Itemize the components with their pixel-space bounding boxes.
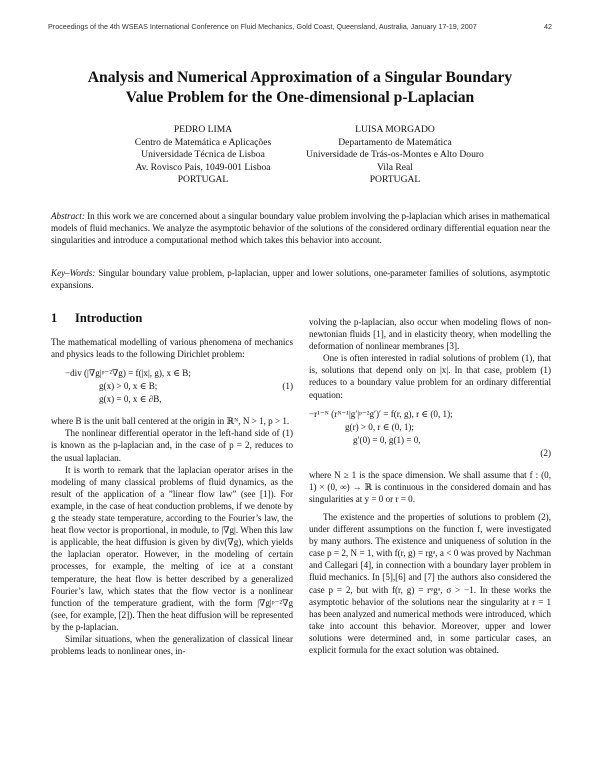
paragraph: The nonlinear differential operator in the left-hand side of (1) is known as the p-laplacian and, in the case of p = 2, reduces to the usual laplacian. xyxy=(51,428,293,463)
author-univ: Universidade de Trás-os-Montes e Alto Douro xyxy=(306,149,484,161)
left-column xyxy=(51,312,293,657)
title-line-2: Value Problem for the One-dimensional p-Laplacian xyxy=(125,89,475,106)
running-title: Proceedings of the 4th WSEAS International Conference on Fluid Mechanics, Gold Coast, Queensland, Australia, January 17-19, 2007 xyxy=(48,22,477,31)
right-column xyxy=(309,316,551,656)
author-address: Av. Rovisco Pais, 1049-001 Lisboa xyxy=(135,161,271,173)
author-block-1 xyxy=(108,124,298,187)
equation-1 xyxy=(51,367,293,406)
abstract xyxy=(51,210,550,246)
equation-number: (2) xyxy=(540,447,551,458)
keywords xyxy=(51,267,550,291)
paragraph: where B is the unit ball centered at the origin in ℝᴺ, N > 1, p > 1. xyxy=(51,416,290,427)
equation-row: g(r) > 0, r ∈ (0, 1); xyxy=(345,421,414,432)
author-univ: Universidade Técnica de Lisboa xyxy=(141,149,265,161)
equation-row: g′(0) = 0, g(1) = 0, xyxy=(353,434,421,445)
section-number: 1 xyxy=(51,311,58,325)
title-line-1: Analysis and Numerical Approximation of a Singular Boundary xyxy=(87,69,513,86)
equation-row: −div (|∇g|ᵖ⁻²∇g) = f(|x|, g), x ∈ B; xyxy=(65,368,191,379)
keywords-text: Singular boundary value problem, p-laplacian, upper and lower solutions, one-parameter families of solutions, asymptotic expansions. xyxy=(51,268,550,290)
equation-2 xyxy=(309,408,551,460)
author-name: PEDRO LIMA xyxy=(173,124,233,135)
author-country: PORTUGAL xyxy=(177,174,229,186)
section-heading xyxy=(51,312,293,324)
paragraph: It is worth to remark that the laplacian operator arises in the modeling of many classical problems of fluid dynamics, as the result of the application of a ”linear flow law” (see [1]). For example, in the case of heat conduction problems, if we denote by g the steady state temperature, according to the Fourier’s law, the heat flow vector is proportional, in module, to |∇g|. When this law is applicable, the heat diffusion is given by div(∇g), which yields the laplacian operator. However, in the modeling of certain processes, for example, the melting of ice at a constant temperature, the heat flow is better described by a generalized Fourier’s law, which states that the flow vector is a nonlinear function of the temperature gradient, with the form |∇g|ᵖ⁻²∇g (see, for example, [2]). Then the heat diffusion will be represented by the p-laplacian. xyxy=(51,464,293,632)
author-name: LUISA MORGADO xyxy=(355,124,435,135)
author-address: Vila Real xyxy=(377,161,413,173)
abstract-label: Abstract: xyxy=(51,211,85,221)
paragraph: One is often interested in radial solutions of problem (1), that is, solutions that depend only on |x|. In that case, problem (1) reduces to a boundary value problem for an ordinary differential equation: xyxy=(309,353,551,400)
equation-number: (1) xyxy=(282,381,293,392)
author-dept: Centro de Matemática e Aplicações xyxy=(134,136,272,148)
abstract-text: In this work we are concerned about a singular boundary value problem involving the p-laplacian which arises in mathematical models of fluid mechanics. We analyze the asymptotic behavior of the solutions of the considered ordinary differential equation near the singularities and introduce a computational method which takes this behavior into account. xyxy=(51,211,550,245)
paper-title xyxy=(40,68,560,108)
equation-row: g(x) > 0, x ∈ B; xyxy=(99,381,158,392)
author-dept: Departamento de Matemática xyxy=(338,136,452,148)
paragraph: The mathematical modelling of various phenomena of mechanics and physics leads to the following Dirichlet problem: xyxy=(51,337,293,360)
section-title: Introduction xyxy=(75,311,143,325)
equation-row: g(x) = 0, x ∈ ∂B, xyxy=(99,394,162,405)
equation-row: −r¹⁻ᴺ (rᴺ⁻¹|g′|ᵖ⁻²g′)′ = f(r, g), r ∈ (0, 1); xyxy=(309,408,453,419)
page-number: 42 xyxy=(544,22,552,31)
paragraph: where N ≥ 1 is the space dimension. We shall assume that f : (0, 1) × (0, ∞) → ℝ is continuous in the considered domain and has singularities at y = 0 or r = 0. xyxy=(309,469,551,504)
paragraph: Similar situations, when the generalization of classical linear problems leads to nonlinear ones, in- xyxy=(51,633,293,657)
running-header xyxy=(48,22,552,31)
paragraph: The existence and the properties of solutions to problem (2), under different assumptions on the function f, were investigated by many authors. The existence and uniqueness of solution in the case p = 2, N = 1, with f(r, g) = rgᵃ, a < 0 was proved by Nachman and Callegari [4], in connection with a boundary layer problem in fluid mechanics. In [5],[6] and [7] the authors also considered the case p = 2, but with f(r, g) = rᵠgᵃ, σ > −1. In these works the asymptotic behavior of the solutions near the singularity at r = 1 has been analyzed and numerical methods were introduced, which take into account this behavior. Moreover, upper and lower solutions were determined and, in some particular cases, an explicit formula for the exact solution was obtained. xyxy=(309,511,551,655)
author-block-2 xyxy=(290,124,500,187)
keywords-label: Key–Words: xyxy=(51,268,96,278)
paragraph: volving the p-laplacian, also occur when modeling flows of non-newtonian fluids [1], and in elasticity theory, when modelling the deformation of nonlinear membranes [3]. xyxy=(309,317,551,352)
author-country: PORTUGAL xyxy=(369,174,421,186)
